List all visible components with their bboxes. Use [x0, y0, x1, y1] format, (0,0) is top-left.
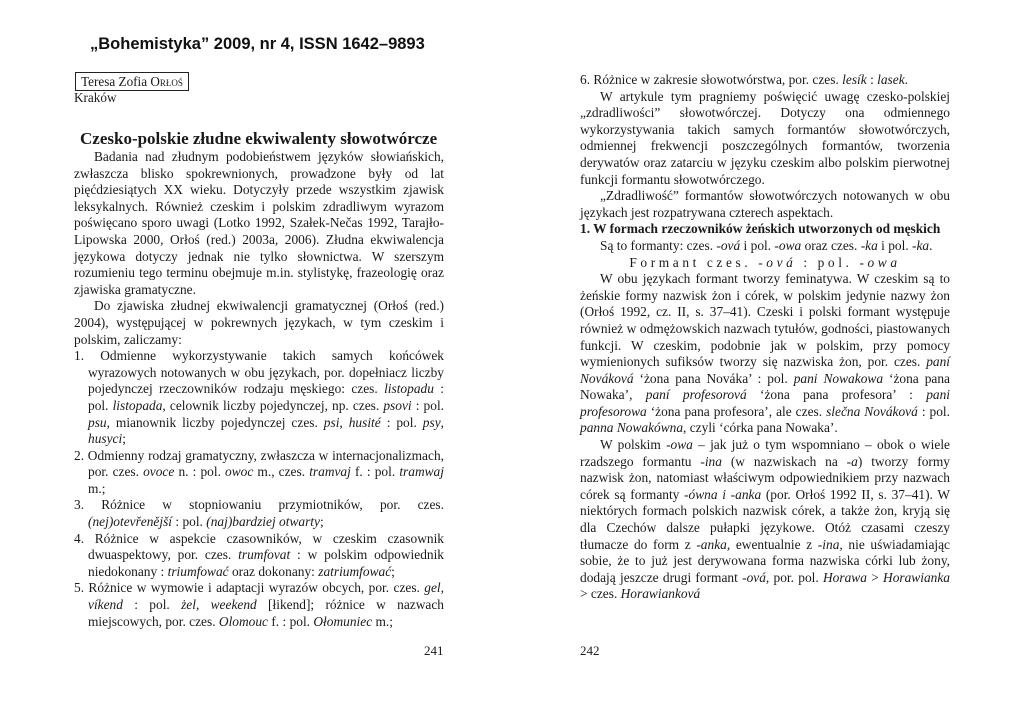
list-item-5: 5. Różnice w wymowie i adaptacji wyrazów obcych, por. czes. gel, víkend : pol. żel, weekend [łikend]; różnice w nazwach miejscowych, por. czes. Olomouc f. : pol. Ołomuniec m.; [74, 580, 444, 629]
author-name [75, 72, 189, 91]
left-page [74, 72, 444, 630]
body-paragraph-1: W artykule tym pragniemy poświęcić uwagę czesko-polskiej „zdradliwości” słowotwórczej. Dotyczy ona odmiennego wykorzystywania takich samych formantów słowotwórczych, odmiennej frekwencji poszczególnych formantów, tworzenia derywatów oraz zatarciu w języku czeskim albo polskim pierwotnej funkcji formantu słowotwórczego. [580, 88, 950, 187]
list-item-2: 2. Odmienny rodzaj gramatyczny, zwłaszcza w internacjonalizmach, por. czes. ovoce n. : pol. owoc m., czes. tramvaj f. : pol. tramwaj m.; [74, 447, 444, 496]
list-item-3: 3. Różnice w stopniowaniu przymiotników, por. czes. (nej)otevřenější : pol. (naj)bardziej otwarty; [74, 497, 444, 530]
list-item-1: 1. Odmienne wykorzystywanie takich samych końcówek wyrazowych notowanych w obu językach, por. dopełniacz liczby pojedynczej rzeczowników rodzaju męskiego: czes. listopadu : pol. listopada, celownik liczby pojedynczej, np. czes. psovi : pol. psu, mianownik liczby pojedynczej czes. psi, husité : pol. psy, husyci; [74, 348, 445, 447]
page-number-right: 242 [580, 643, 600, 658]
author-last-name: Orłoś [150, 74, 183, 89]
page-number-left: 241 [424, 643, 444, 658]
formant-subheading: Formant czes. -ová : pol. -owa [629, 254, 901, 270]
body-paragraph-2: „Zdradliwość” formantów słowotwórczych notowanych w obu językach jest rozpatrywana czterech aspektach. [580, 188, 950, 220]
section-heading: 1. W formach rzeczowników żeńskich utworzonych od męskich [580, 221, 941, 237]
formants-line: Są to formanty: czes. -ová i pol. -owa oraz czes. -ka i pol. -ka. [600, 237, 933, 253]
author-city: Kraków [74, 90, 117, 105]
abstract-paragraph-1: Badania nad złudnym podobieństwem języków słowiańskich, zwłaszcza blisko spokrewnionych, prowadzone były od lat pięćdziesiątych XX wieku. Dotyczyły przede wszystkim zjawisk leksykalnych. Również czeskim i polskim zdradliwym wyrazom poświęcano sporo uwagi (Lotko 1992, Szałek-Nečas 1992, Tarajło-Lipowska 2000, Orłoś (red.) 2003a, 2006). Złudna ekwiwalencja językowa dotyczy jednak nie tylko słownictwa. W szerszym rozumieniu tego terminu obejmuje m.in. stylistykę, frazeologię oraz zjawiska gramatyczne. [74, 149, 444, 297]
journal-header: „Bohemistyka” 2009, nr 4, ISSN 1642–9893 [90, 35, 425, 53]
body-paragraph-4: W polskim -owa – jak już o tym wspomniano – obok o wiele rzadszego formantu -ina (w nazwiskach na -a) tworzy formy nazwisk żon, natomiast właściwym odpowiednikiem przy nazwach córek są formanty -ówna i -anka (por. Orłoś 1992 II, s. 37–41). W niektórych formach polskich nazwisk córek, a także żon, kryją się dla Czechów dalsze pułapki językowe. Otóż czasami czeszy tłumacze do form z -anka, ewentualnie z -ina, nie uświadamiając sobie, że to już jest derywowana forma nazwiska córki lub żony, dodają jeszcze drugi formant -ová, por. pol. Horawa > Horawianka > czes. Horawianková [580, 437, 950, 602]
abstract-paragraph-2: Do zjawiska złudnej ekwiwalencji gramatycznej (Orłoś (red.) 2004), występującej w pokrewnych językach, w tym czeskim i polskim, zaliczamy: [74, 298, 444, 347]
list-item-6: 6. Różnice w zakresie słowotwórstwa, por. czes. lesík : lasek. [580, 72, 909, 87]
list-item-4: 4. Różnice w aspekcie czasowników, w czeskim czasownik dwuaspektowy, por. czes. trumfovat : w polskim odpowiednik niedokonany : triumfować oraz dokonany: zatriumfować; [74, 530, 444, 579]
author-first-name: Teresa Zofia [81, 74, 151, 89]
right-page [580, 72, 950, 603]
body-paragraph-3: W obu językach formant tworzy feminatywa. W czeskim są to żeńskie formy nazwisk żon i córek, w polskim jedynie nazwy żon (Orłoś 1992, cz. II, s. 37–41). Czeski i polski formant występuje również w odmężowskich nazwach tytułów, godności, piastowanych funkcji. W czeskim, podobnie jak w polskim, przy pomocy wymienionych sufiksów tworzy się nazwiska żon, por. czes. paní Nováková ‘żona pana Nováka’ : pol. pani Nowakowa ‘żona pana Nowaka’, paní profesorová ‘żona pana profesora’ : pani profesorowa ‘żona pana profesora’, ale czes. slečna Nováková : pol. panna Nowakówna, czyli ‘córka pana Nowaka’. [580, 271, 950, 436]
article-title: Czesko-polskie złudne ekwiwalenty słowotwórcze [80, 129, 438, 148]
